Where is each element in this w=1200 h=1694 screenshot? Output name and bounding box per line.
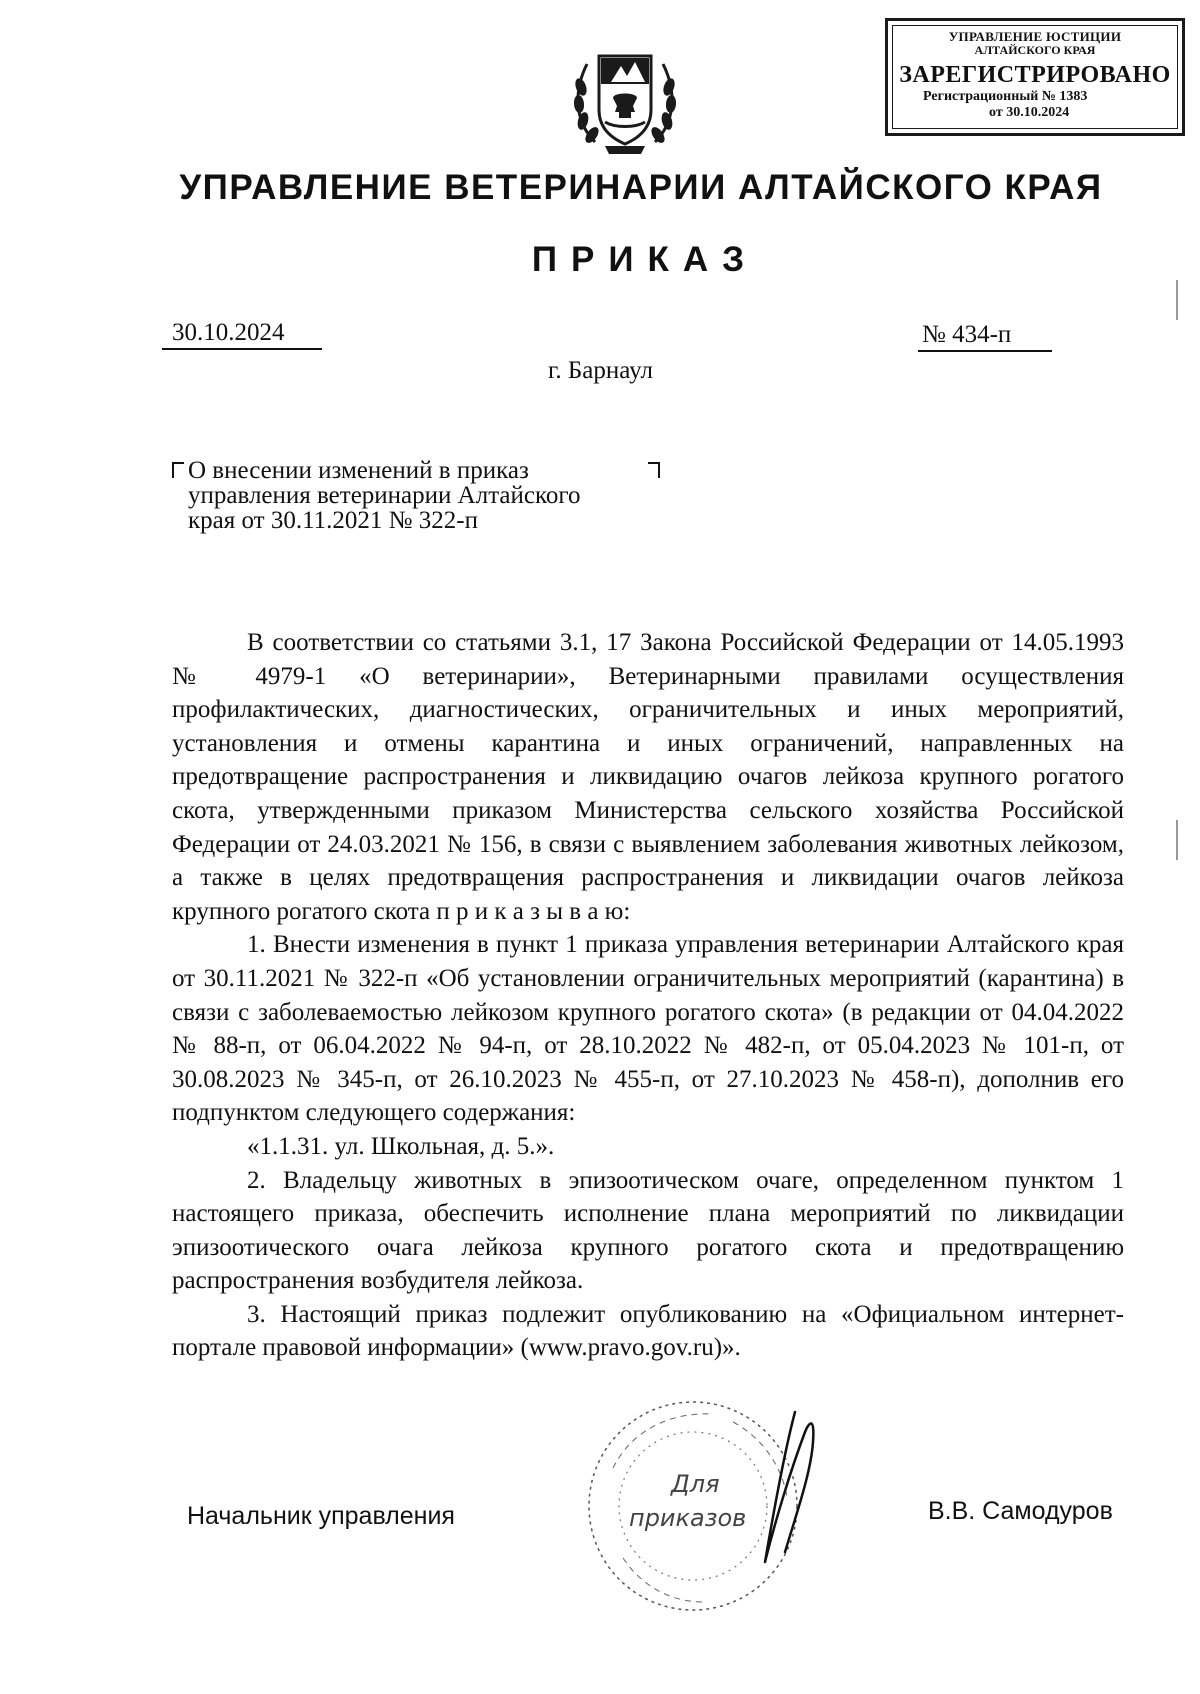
order-body <box>172 626 1124 1365</box>
subject-line: управления ветеринарии Алтайского <box>188 482 581 509</box>
seal-text-line2: приказов <box>629 1504 747 1532</box>
body-item-3: 3. Настоящий приказ подлежит опубликованию на «Официальном интернет-портале правовой информации» (www.pravo.gov.ru)». <box>172 1300 1124 1362</box>
stamp-status: ЗАРЕГИСТРИРОВАНО <box>899 62 1171 88</box>
subject-line: края от 30.11.2021 № 322-п <box>188 507 478 534</box>
body-item-1: 1. Внести изменения в пункт 1 приказа управления ветеринарии Алтайского края от 30.11.2021 № 322-п «Об установлении ограничительных мероприятий (карантина) в связи с заболеваемостью лейкозом крупного рогатого скота» (в редакции от 04.04.2022 № 88-п, от 06.04.2022 № 94-п, от 28.10.2022 № 482-п, от 05.04.2023 № 101-п, от 30.08.2023 № 345-п, от 26.10.2023 № 455-п, от 27.10.2023 № 458-п), дополнив его подпунктом следующего содержания: <box>172 931 1124 1127</box>
body-item-1-quote: «1.1.31. ул. Школьная, д. 5.». <box>247 1132 555 1160</box>
order-date: 30.10.2024 <box>162 318 322 350</box>
body-item-2: 2. Владельцу животных в эпизоотическом очаге, определенном пунктом 1 настоящего приказа, обеспечить исполнение плана мероприятий по ликвидации эпизоотического очага лейкоза крупного рогатого скота и предотвращению распространения возбудителя лейкоза. <box>172 1166 1124 1295</box>
order-number: № 434-п <box>918 320 1052 352</box>
order-city: г. Барнаул <box>548 357 653 384</box>
coat-of-arms-emblem <box>565 32 685 162</box>
stamp-reg-date: от 30.10.2024 <box>989 105 1070 120</box>
seal-text-line1: Для <box>671 1470 720 1498</box>
organization-title: УПРАВЛЕНИЕ ВЕТЕРИНАРИИ АЛТАЙСКОГО КРАЯ <box>179 168 1103 207</box>
stamp-authority-line2: АЛТАЙСКОГО КРАЯ <box>974 43 1096 57</box>
stamp-reg-number: Регистрационный № 1383 <box>923 89 1088 104</box>
subject-bracket-right <box>648 462 660 478</box>
registration-stamp <box>885 18 1185 136</box>
document-type-title: ПРИКАЗ <box>531 240 759 279</box>
body-preamble: В соответствии со статьями 3.1, 17 Закона Российской Федерации от 14.05.1993 № 4979-1 «О ветеринарии», Ветеринарными правилами осуществления профилактических, диагностических, ограничительных и иных мероприятий, установления и отмены карантина и иных ограничений, направленных на предотвращение распространения и ликвидацию очагов лейкоза крупного рогатого скота, утвержденными приказом Министерства сельского хозяйства Российской Федерации от 24.03.2021 № 156, в связи с выявлением заболевания животных лейкозом, а также в целях предотвращения распространения и ликвидации очагов лейкоза крупного рогатого скота п р и к а з ы в а ю: <box>172 629 1124 925</box>
signatory-position: Начальник управления <box>187 1502 455 1530</box>
scan-margin-marks <box>1172 280 1182 900</box>
stamp-authority-line1: УПРАВЛЕНИЕ ЮСТИЦИИ <box>948 29 1122 44</box>
subject-line: О внесении изменений в приказ <box>188 457 529 484</box>
signatory-name: В.В. Самодуров <box>928 1497 1113 1525</box>
handwritten-signature <box>735 1402 835 1572</box>
subject-bracket-left <box>172 462 184 478</box>
order-subject <box>172 458 672 533</box>
registration-stamp-frame <box>892 25 1178 129</box>
